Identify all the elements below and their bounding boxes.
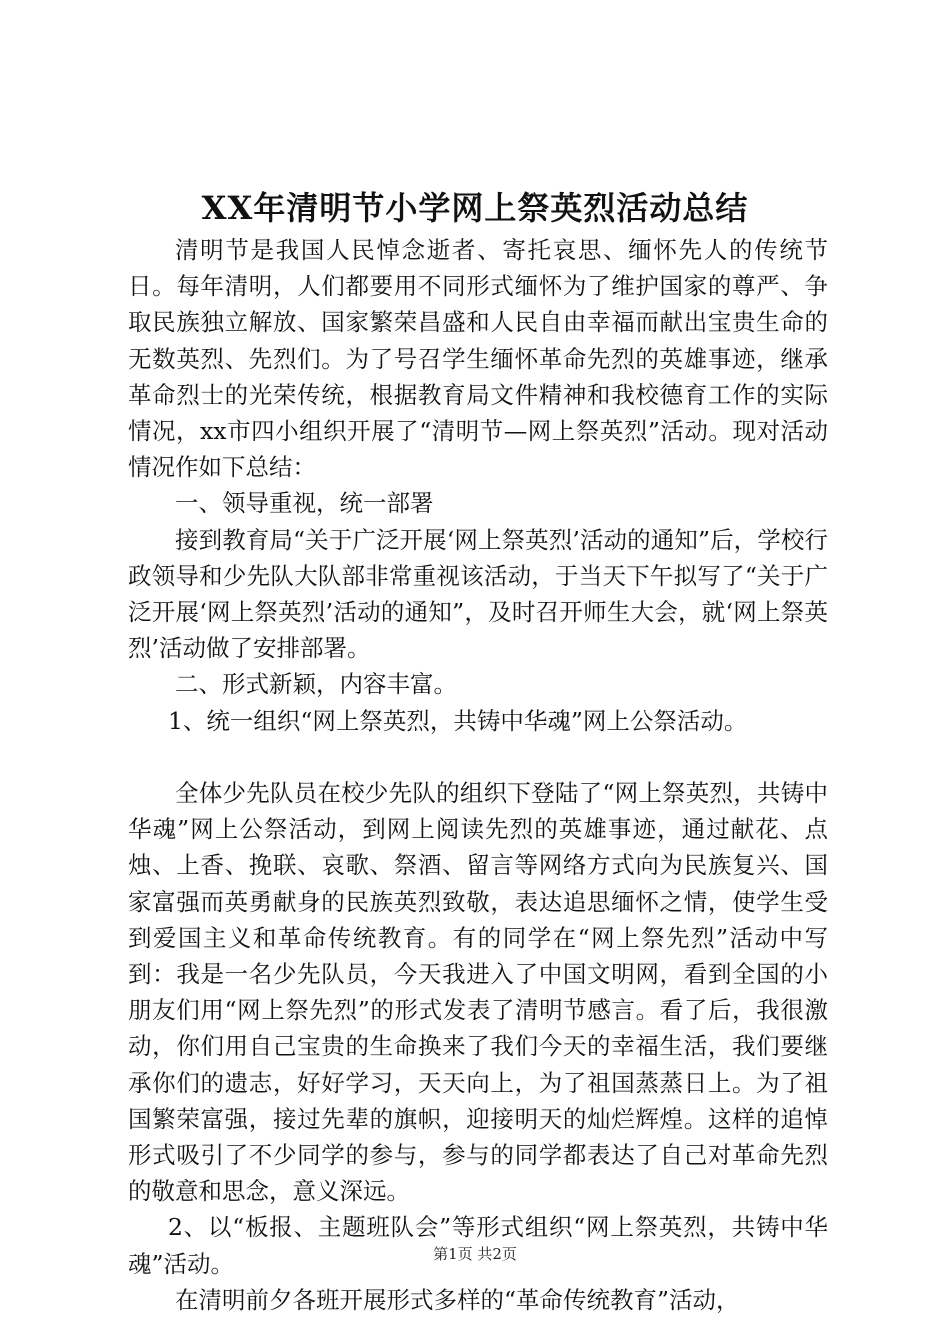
document-title: XX年清明节小学网上祭英烈活动总结 (201, 189, 749, 227)
page-number-footer: 第1页 共2页 (433, 1245, 517, 1263)
online-memorial-paragraph: 全体少先队员在校少先队的组织下登陆了“网上祭英烈，共铸中华魂”网上公祭活动，到网上阅读先烈的英雄事迹，通过献花、点烛、上香、挽联、哀歌、祭酒、留言等网络方式向为民族复兴、国家富强而英勇献身的民族英烈致敬，表达追思缅怀之情，使学生受到爱国主义和革命传统教育。有的同学在“网上祭先烈”活动中写到：我是一名少先队员，今天我进入了中国文明网，看到全国的小朋友们用“网上祭先烈”的形式发表了清明节感言。看了后，我很激动，你们用自己宝贵的生命换来了我们今天的幸福生活，我们要继承你们的遗志，好好学习，天天向上，为了祖国蒸蒸日上。为了祖国繁荣富强，接过先辈的旗帜，迎接明天的灿烂辉煌。这样的追悼形式吸引了不少同学的参与，参与的同学都表达了自己对革命先烈的敬意和思念，意义深远。 (128, 779, 828, 1206)
blank-line (128, 739, 828, 775)
section-heading-format: 二、形式新颖，内容丰富。 (175, 670, 457, 699)
intro-paragraph: 清明节是我国人民悼念逝者、寄托哀思、缅怀先人的传统节日。每年清明，人们都要用不同形式缅怀为了维护国家的尊严、争取民族独立解放、国家繁荣昌盛和人民自由幸福而献出宝贵生命的无数英烈、先烈们。为了号召学生缅怀革命先烈的英雄事迹，继承革命烈士的光荣传统，根据教育局文件精神和我校德育工作的实际情况，xx市四小组织开展了“清明节—网上祭英烈”活动。现对活动情况作如下总结： (128, 236, 828, 482)
leadership-paragraph: 接到教育局“关于广泛开展‘网上祭英烈’活动的通知”后，学校行政领导和少先队大队部非常重视该活动，于当天下午拟写了“关于广泛开展‘网上祭英烈’活动的通知”，及时召开师生大会，就‘网上祭英烈’活动做了安排部署。 (128, 525, 828, 663)
section-heading-leadership: 一、领导重视，统一部署 (175, 489, 434, 518)
subheading-blackboard: 2、以“板报、主题班队会”等形式组织“网上祭英烈，共铸中华魂”活动。 (128, 1213, 828, 1278)
subheading-online-memorial: 1、统一组织“网上祭英烈，共铸中华魂”网上公祭活动。 (167, 706, 748, 735)
document-body (128, 232, 828, 1318)
class-activity-paragraph: 在清明前夕各班开展形式多样的“革命传统教育”活动， (175, 1285, 740, 1314)
